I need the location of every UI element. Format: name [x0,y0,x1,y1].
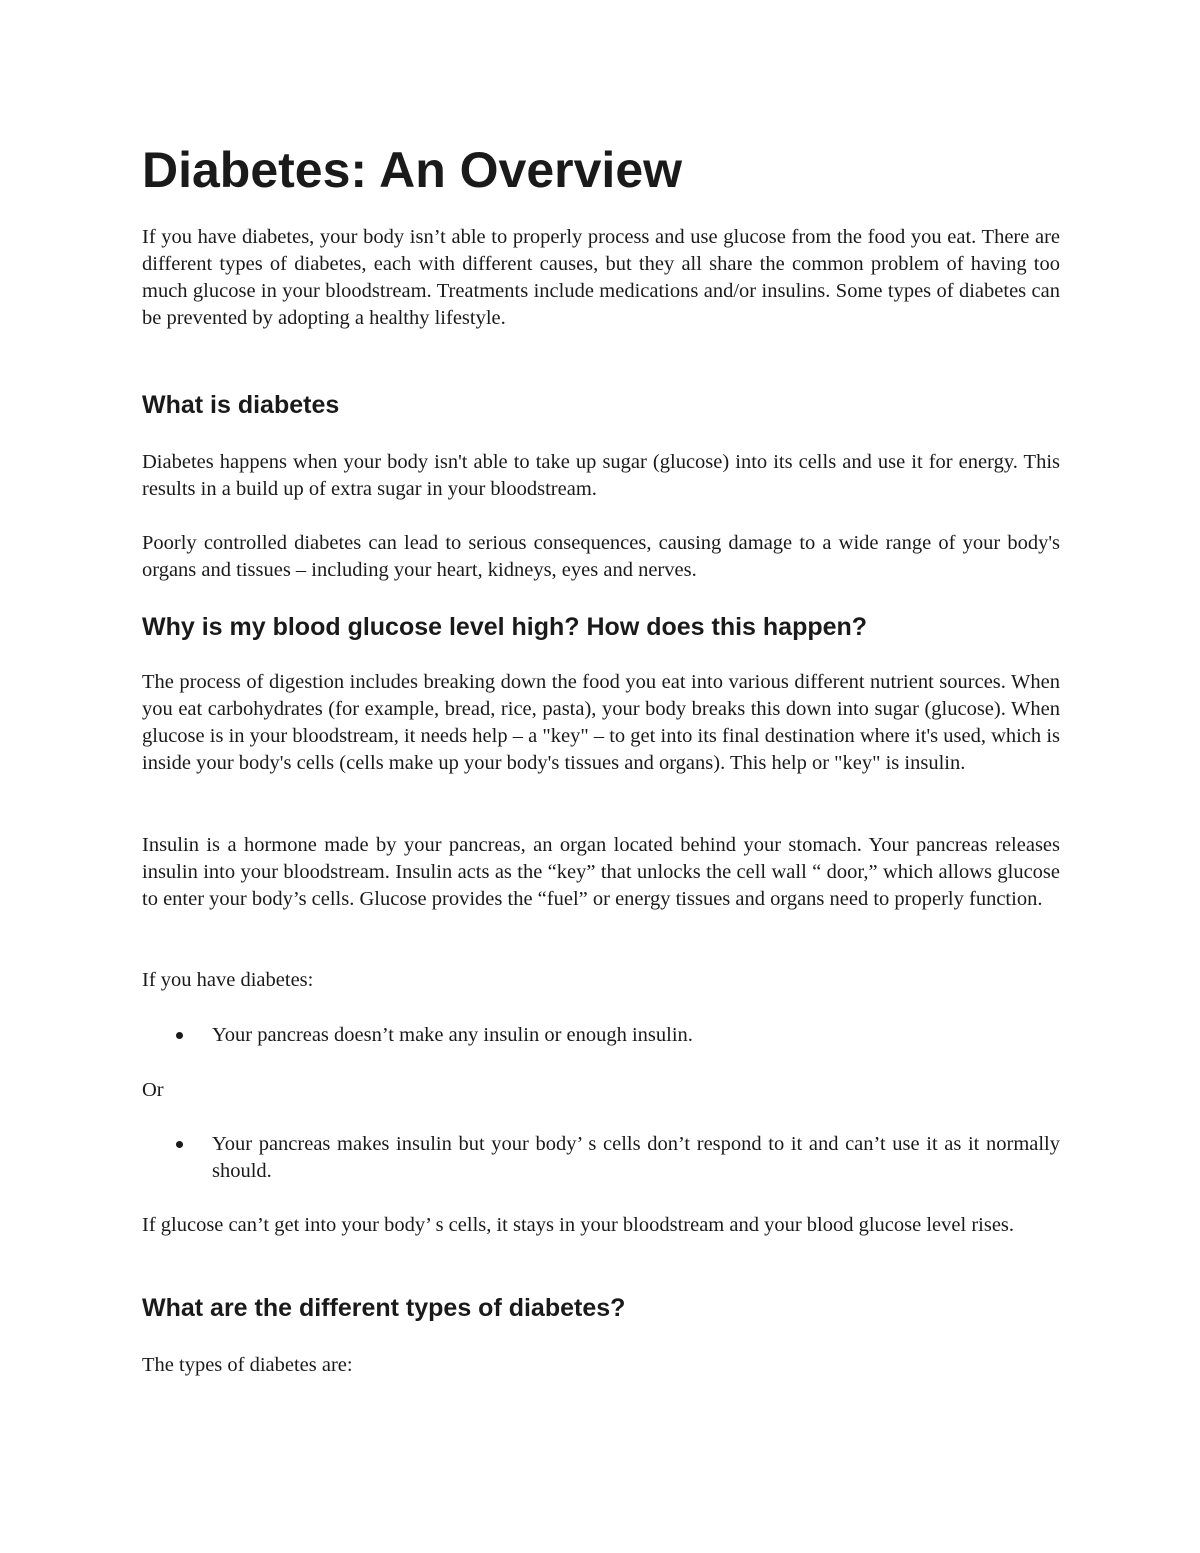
bullet-icon [176,1141,183,1148]
types-lead: The types of diabetes are: [142,1354,353,1376]
glucose-rises-paragraph: If glucose can’t get into your body’ s cells, it stays in your bloodstream and your blood glucose level rises. [142,1214,1015,1236]
bullet-icon [176,1032,183,1039]
list-item [142,1022,1060,1049]
bullet-text-no-insulin: Your pancreas doesn’t make any insulin or enough insulin. [212,1024,693,1046]
list-item [142,1131,1060,1185]
insulin-paragraph: Insulin is a hormone made by your pancreas, an organ located behind your stomach. Your pancreas releases insulin into your bloodstream. Insulin acts as the “key” that unlocks the cell wall “ door,” which allows glucose to enter your body’s cells. Glucose provides the “fuel” or energy tissues and organs need to properly function. [142,834,1060,910]
what-is-diabetes-paragraph-2: Poorly controlled diabetes can lead to serious consequences, causing damage to a wide range of your body's organs and tissues – including your heart, kidneys, eyes and nerves. [142,532,1060,581]
heading-types-of-diabetes: What are the different types of diabetes? [142,1294,626,1322]
heading-what-is-diabetes: What is diabetes [142,391,340,419]
or-separator: Or [142,1079,164,1101]
digestion-paragraph: The process of digestion includes breaking down the food you eat into various different nutrient sources. When you eat carbohydrates (for example, bread, rice, pasta), your body breaks this down into sugar (glucose). When glucose is in your bloodstream, it needs help – a "key" – to get into its final destination where it's used, which is inside your body's cells (cells make up your body's tissues and organs). This help or "key" is insulin. [142,671,1060,774]
intro-paragraph: If you have diabetes, your body isn’t able to properly process and use glucose from the food you eat. There are different types of diabetes, each with different causes, but they all share the common problem of having too much glucose in your bloodstream. Treatments include medications and/or insulins. Some types of diabetes can be prevented by adopting a healthy lifestyle. [142,226,1060,329]
heading-why-high-glucose: Why is my blood glucose level high? How does this happen? [142,613,868,641]
bullet-text-insulin-resistance: Your pancreas makes insulin but your body’ s cells don’t respond to it and can’t use it as it normally should. [212,1133,1060,1182]
if-diabetes-lead: If you have diabetes: [142,969,314,991]
what-is-diabetes-paragraph-1: Diabetes happens when your body isn't able to take up sugar (glucose) into its cells and use it for energy. This results in a build up of extra sugar in your bloodstream. [142,451,1060,500]
document-title: Diabetes: An Overview [142,142,683,198]
